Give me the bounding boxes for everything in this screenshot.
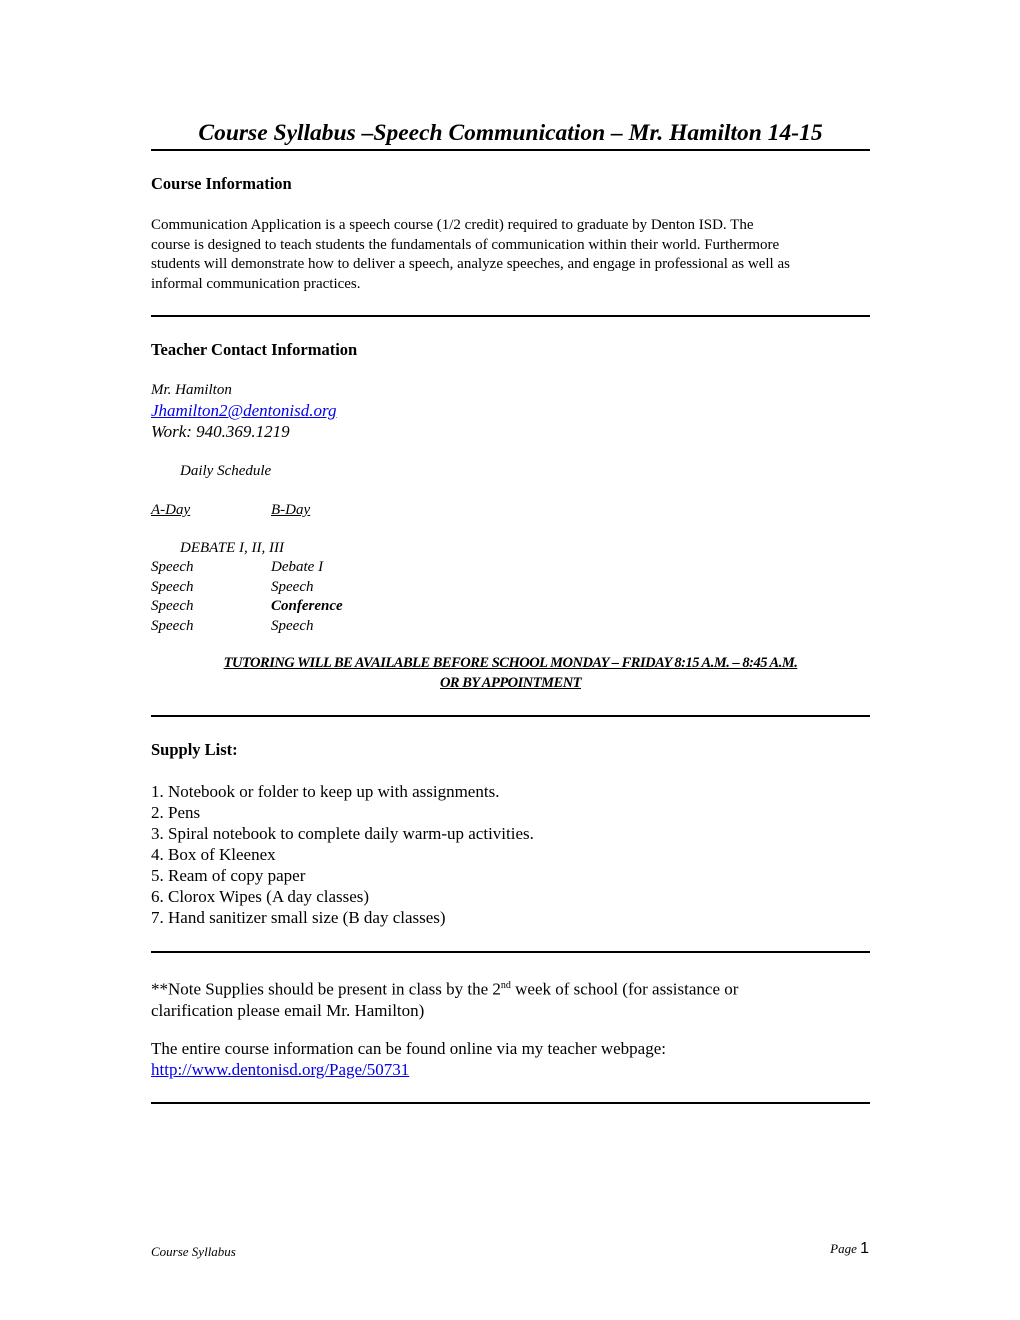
schedule-cell: Speech xyxy=(151,578,194,595)
schedule-cell: Speech xyxy=(271,617,314,634)
note-text: **Note Supplies should be present in class by the 2 xyxy=(151,979,501,999)
contact-heading: Teacher Contact Information xyxy=(151,340,358,359)
list-item: 2. Pens xyxy=(151,803,201,822)
note-text: week of school (for assistance or xyxy=(510,979,739,999)
teacher-name: Mr. Hamilton xyxy=(151,382,232,398)
course-info-body xyxy=(151,216,790,294)
schedule-b-day xyxy=(271,558,343,636)
text-line: course is designed to teach students the fundamentals of communication within their world. Furthermore xyxy=(151,236,780,253)
divider xyxy=(151,715,870,717)
online-info: The entire course information can be found online via my teacher webpage: xyxy=(151,1039,666,1058)
text-line: students will demonstrate how to deliver a speech, analyze speeches, and engage in professional as well as xyxy=(151,256,790,272)
schedule-label: Daily Schedule xyxy=(180,463,272,479)
schedule-cell: Conference xyxy=(271,598,343,614)
list-item: 6. Clorox Wipes (A day classes) xyxy=(151,887,370,906)
list-item: 1. Notebook or folder to keep up with assignments. xyxy=(151,782,500,801)
debate-label: DEBATE I, II, III xyxy=(180,540,284,556)
page-title: Course Syllabus –Speech Communication – Mr. Hamilton 14-15 xyxy=(198,120,823,146)
text-line: Communication Application is a speech course (1/2 credit) required to graduate by Denton ISD. The xyxy=(151,217,754,233)
tutoring-notice xyxy=(151,654,870,693)
schedule-cell: Speech xyxy=(271,578,314,595)
page-label: Page xyxy=(830,1241,857,1256)
work-phone: Work: 940.369.1219 xyxy=(151,422,290,441)
divider xyxy=(151,1102,870,1104)
schedule-cell: Speech xyxy=(151,617,194,634)
supply-list xyxy=(151,781,534,928)
text-line: informal communication practices. xyxy=(151,275,361,292)
webpage-link[interactable]: http://www.dentonisd.org/Page/50731 xyxy=(151,1060,410,1079)
b-day-header: B-Day xyxy=(271,502,311,518)
schedule-a-day xyxy=(151,558,193,636)
list-item: 5. Ream of copy paper xyxy=(151,866,306,885)
page-number xyxy=(830,1240,869,1258)
footer-title: Course Syllabus xyxy=(151,1244,236,1259)
a-day-header: A-Day xyxy=(151,502,191,518)
divider xyxy=(151,951,870,953)
list-item: 3. Spiral notebook to complete daily warm-up activities. xyxy=(151,824,534,843)
page-num: 1 xyxy=(860,1240,869,1257)
schedule-cell: Speech xyxy=(151,559,194,575)
course-info-heading: Course Information xyxy=(151,174,292,193)
email-link[interactable]: Jhamilton2@dentonisd.org xyxy=(151,401,337,420)
divider xyxy=(151,315,870,317)
note-text: clarification please email Mr. Hamilton) xyxy=(151,1000,425,1020)
tutoring-line: OR BY APPOINTMENT xyxy=(439,674,582,691)
list-item: 7. Hand sanitizer small size (B day classes) xyxy=(151,908,446,927)
tutoring-line: TUTORING WILL BE AVAILABLE BEFORE SCHOOL MONDAY – FRIDAY 8:15 A.M. – 8:45 A.M. xyxy=(223,655,798,671)
supply-note xyxy=(151,975,738,1021)
schedule-cell: Debate I xyxy=(271,559,324,575)
note-superscript: nd xyxy=(500,980,511,991)
schedule-cell: Speech xyxy=(151,598,194,614)
supply-heading: Supply List: xyxy=(151,740,238,759)
list-item: 4. Box of Kleenex xyxy=(151,845,276,864)
divider xyxy=(151,149,870,151)
